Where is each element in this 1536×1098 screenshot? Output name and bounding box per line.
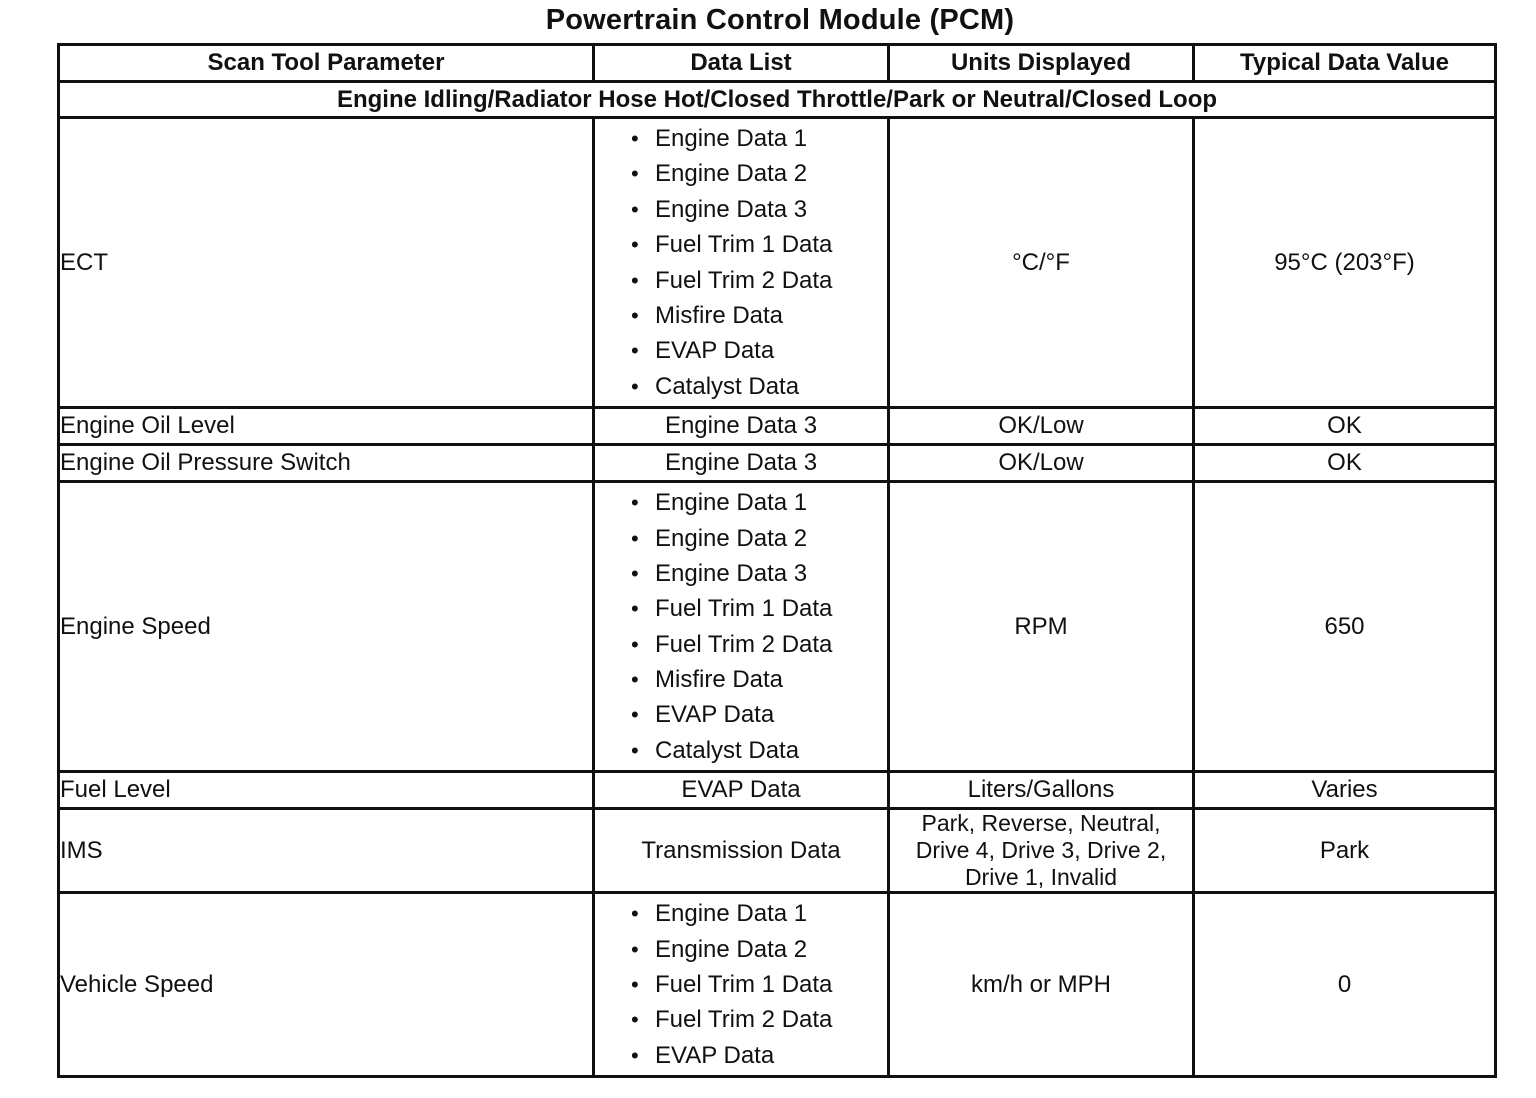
units-cell: OK/Low (889, 445, 1194, 482)
table-row (59, 408, 1496, 445)
table-row (59, 893, 1496, 1077)
param-cell: Engine Oil Level (59, 408, 594, 445)
param-cell: Engine Oil Pressure Switch (59, 445, 594, 482)
bullet-icon: • (631, 373, 639, 399)
list-item: • Engine Data 2 (631, 521, 887, 556)
list-item: • Fuel Trim 2 Data (631, 1002, 887, 1037)
header-data-list: Data List (594, 45, 889, 82)
bullet-icon: • (631, 302, 639, 328)
table-header-row (59, 45, 1496, 82)
units-cell (889, 809, 1194, 893)
list-item: • Engine Data 1 (631, 896, 887, 931)
param-cell: ECT (59, 118, 594, 408)
units-line: Drive 4, Drive 3, Drive 2, (915, 837, 1167, 864)
bullet-icon: • (631, 1007, 639, 1033)
list-item: • Fuel Trim 1 Data (631, 227, 887, 262)
section-condition: Engine Idling/Radiator Hose Hot/Closed Throttle/Park or Neutral/Closed Loop (59, 82, 1496, 118)
header-typical-data-value: Typical Data Value (1194, 45, 1496, 82)
bullet-icon: • (631, 901, 639, 927)
list-item: • Engine Data 2 (631, 932, 887, 967)
bullet-icon: • (631, 972, 639, 998)
data-list (595, 119, 887, 406)
units-line: Park, Reverse, Neutral, (921, 810, 1161, 837)
units-cell: OK/Low (889, 408, 1194, 445)
table-row (59, 809, 1496, 893)
header-units-displayed: Units Displayed (889, 45, 1194, 82)
list-item: • Fuel Trim 1 Data (631, 967, 887, 1002)
typical-value-cell: OK (1194, 408, 1496, 445)
data-list-cell: Engine Data 3 (594, 408, 889, 445)
table-row (59, 482, 1496, 772)
bullet-icon: • (631, 525, 639, 551)
list-item: • EVAP Data (631, 1038, 887, 1073)
list-item: • Engine Data 2 (631, 156, 887, 191)
bullet-icon: • (631, 196, 639, 222)
typical-value-cell: 95°C (203°F) (1194, 118, 1496, 408)
typical-value-cell: OK (1194, 445, 1496, 482)
data-list-cell: Transmission Data (594, 809, 889, 893)
units-cell: Liters/Gallons (889, 772, 1194, 809)
bullet-icon: • (631, 267, 639, 293)
list-item: • Catalyst Data (631, 733, 887, 768)
bullet-icon: • (631, 126, 639, 151)
data-list-cell (594, 482, 889, 772)
bullet-icon: • (631, 936, 639, 962)
typical-value-cell: Park (1194, 809, 1496, 893)
bullet-icon: • (631, 338, 639, 364)
list-item: • EVAP Data (631, 333, 887, 368)
param-cell: Engine Speed (59, 482, 594, 772)
units-cell: km/h or MPH (889, 893, 1194, 1077)
list-item: • Catalyst Data (631, 369, 887, 404)
bullet-icon: • (631, 232, 639, 258)
bullet-icon: • (631, 702, 639, 728)
bullet-icon: • (631, 737, 639, 763)
list-item: • Fuel Trim 1 Data (631, 591, 887, 626)
list-item: • Fuel Trim 2 Data (631, 627, 887, 662)
list-item: • Engine Data 3 (631, 556, 887, 591)
typical-value-cell: 650 (1194, 482, 1496, 772)
data-list-cell (594, 118, 889, 408)
list-item: • EVAP Data (631, 697, 887, 732)
list-item: • Misfire Data (631, 298, 887, 333)
table-row (59, 772, 1496, 809)
page-title: Powertrain Control Module (PCM) (545, 4, 1015, 36)
data-list (595, 894, 887, 1075)
units-cell: °C/°F (889, 118, 1194, 408)
data-list-cell (594, 893, 889, 1077)
pcm-data-table (57, 43, 1497, 1078)
table-row (59, 118, 1496, 408)
param-cell: IMS (59, 809, 594, 893)
bullet-icon: • (631, 596, 639, 622)
bullet-icon: • (631, 560, 639, 586)
header-scan-tool-parameter: Scan Tool Parameter (59, 45, 594, 82)
list-item: • Misfire Data (631, 662, 887, 697)
bullet-icon: • (631, 667, 639, 693)
data-list (595, 483, 887, 770)
typical-value-cell: Varies (1194, 772, 1496, 809)
typical-value-cell: 0 (1194, 893, 1496, 1077)
table-row (59, 445, 1496, 482)
bullet-icon: • (631, 1042, 639, 1068)
units-line: Drive 1, Invalid (964, 864, 1118, 891)
param-cell: Fuel Level (59, 772, 594, 809)
bullet-icon: • (631, 490, 639, 516)
list-item: • Fuel Trim 2 Data (631, 263, 887, 298)
section-row (59, 82, 1496, 118)
bullet-icon: • (631, 161, 639, 187)
param-cell: Vehicle Speed (59, 893, 594, 1077)
list-item: • Engine Data 1 (631, 121, 887, 156)
data-list-cell: Engine Data 3 (594, 445, 889, 482)
bullet-icon: • (631, 631, 639, 657)
data-list-cell: EVAP Data (594, 772, 889, 809)
units-cell: RPM (889, 482, 1194, 772)
list-item: • Engine Data 1 (631, 485, 887, 520)
list-item: • Engine Data 3 (631, 192, 887, 227)
